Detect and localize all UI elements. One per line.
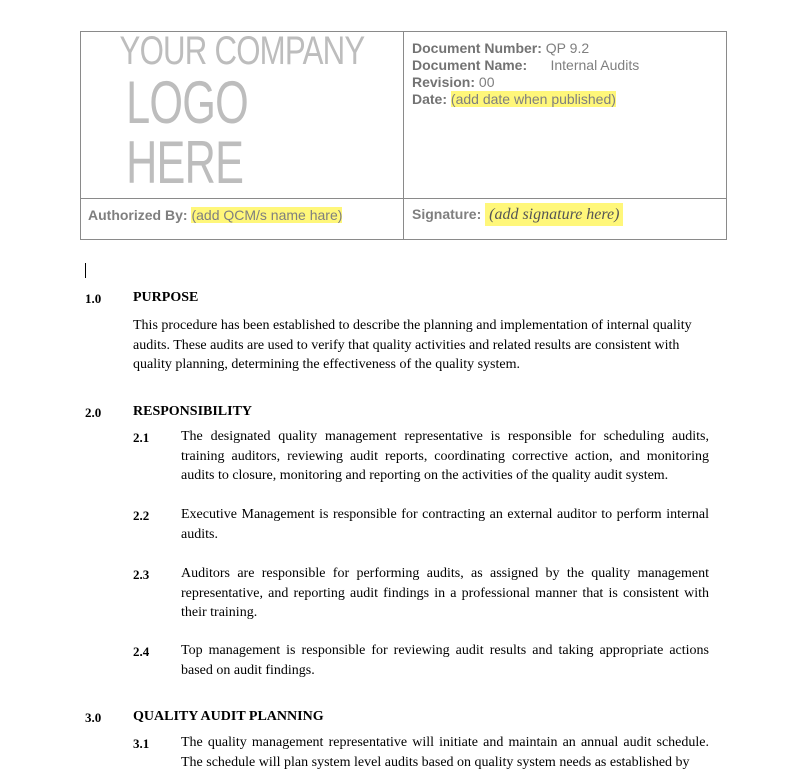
- section-heading: RESPONSIBILITY: [133, 404, 253, 419]
- logo-line-1: YOUR COMPANY: [119, 29, 365, 73]
- document-header-table: [80, 31, 727, 240]
- item-paragraph: Top management is responsible for reviewing audit results and taking appropriate actions based on audit findings.: [181, 643, 709, 678]
- divider: [81, 198, 726, 199]
- item-number: 3.1: [133, 736, 150, 751]
- item-paragraph: Executive Management is responsible for contracting an external auditor to perform internal audits.: [181, 507, 709, 542]
- company-logo-placeholder: [81, 29, 403, 198]
- doc-name: Internal Audits: [550, 57, 640, 73]
- text-cursor: [85, 263, 86, 278]
- item-paragraph: The designated quality management representative is responsible for scheduling audits, training auditors, reviewing audit reports, coordinating corrective action, and monitoring audits to closure, monitoring and reporting on the activities of the quality audit system.: [181, 429, 709, 483]
- item-number: 2.3: [133, 567, 150, 582]
- section-number: 3.0: [85, 710, 102, 725]
- logo-line-2: LOGO HERE: [126, 69, 249, 196]
- doc-name-label: Document Name:: [412, 57, 528, 73]
- authorized-label: Authorized By:: [88, 207, 188, 223]
- section-paragraph: This procedure has been established to describe the planning and implementation of internal quality audits. These audits are used to verify that quality activities and related results are consistent with quality planning, determining the effectiveness of the quality system.: [133, 318, 692, 372]
- section-number: 1.0: [85, 291, 102, 306]
- item-number: 2.4: [133, 644, 150, 659]
- divider: [403, 32, 404, 239]
- authorized-value: (add QCM/s name hare): [191, 207, 343, 223]
- signature: [412, 206, 623, 224]
- authorized-by: [88, 207, 342, 223]
- section-heading: QUALITY AUDIT PLANNING: [133, 709, 324, 724]
- revision: 00: [478, 74, 495, 90]
- item-number: 2.1: [133, 430, 150, 445]
- document-meta: [412, 40, 639, 108]
- revision-label: Revision:: [412, 74, 476, 90]
- date-label: Date:: [412, 91, 448, 107]
- section-heading: PURPOSE: [133, 290, 199, 305]
- doc-number: QP 9.2: [545, 40, 590, 56]
- signature-label: Signature:: [412, 206, 482, 222]
- section-number: 2.0: [85, 405, 102, 420]
- item-number: 2.2: [133, 508, 150, 523]
- doc-number-label: Document Number:: [412, 40, 542, 56]
- item-paragraph: Auditors are responsible for performing audits, as assigned by the quality management representative, and reporting audit findings in a professional manner that is consistent with their training.: [181, 566, 709, 620]
- date-value: (add date when published): [450, 91, 616, 107]
- item-paragraph: The quality management representative will initiate and maintain an annual audit schedule. The schedule will plan system level audits based on quality system needs as established by: [181, 735, 709, 770]
- signature-value: (add signature here): [485, 203, 623, 226]
